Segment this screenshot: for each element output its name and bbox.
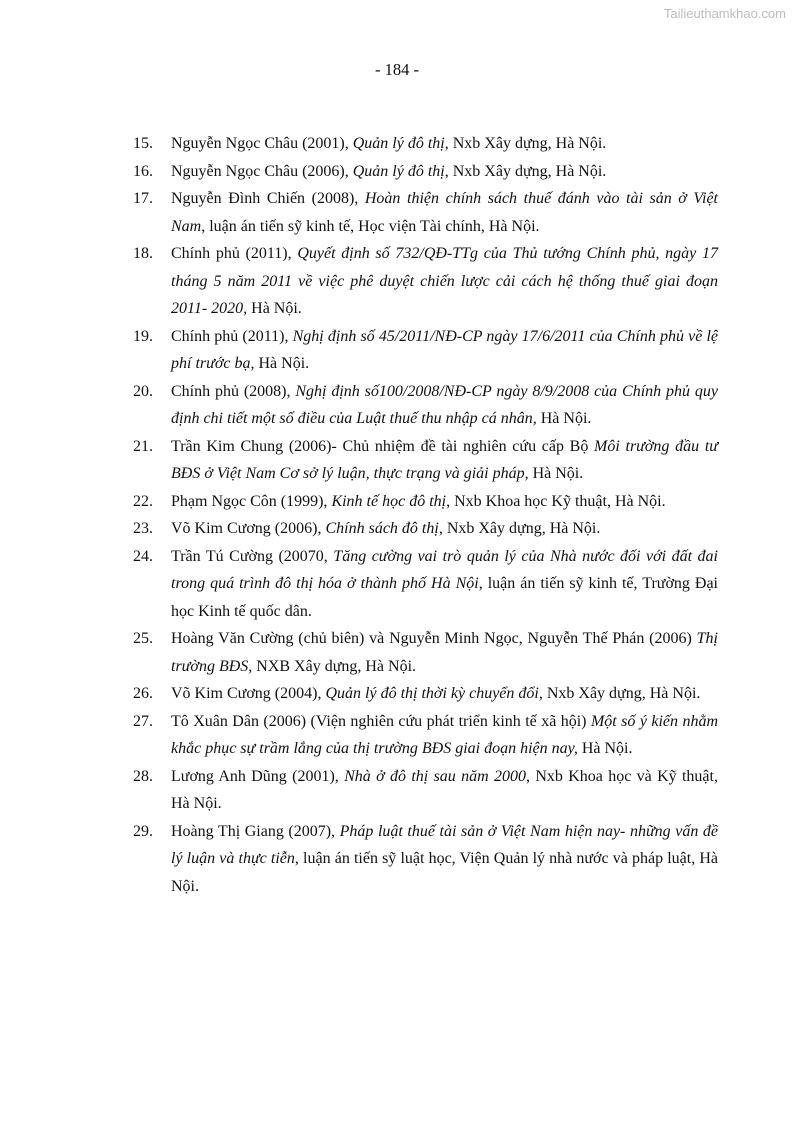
reference-item [133,130,718,158]
reference-item [133,185,718,240]
reference-title: Môi trường đầu tư BĐS ở Việt Nam Cơ sở lý luận, thực trạng và giải pháp, [171,437,718,482]
reference-number: 18. [133,245,153,262]
reference-number: 15. [133,135,153,152]
reference-title: Hoàn thiện chính sách thuế đánh vào tài sản ở Việt Nam [171,190,719,235]
reference-item [133,708,718,763]
reference-text: Hoàng Thị Giang (2007), Pháp luật thuế tài sản ở Việt Nam hiện nay- những vấn đề lý luận và thực tiễn, luận án tiến sỹ luật học, Viện Quản lý nhà nước và pháp luật, Hà Nội. [171,822,719,895]
reference-number: 17. [133,190,153,207]
reference-item [133,625,718,680]
reference-text: Phạm Ngọc Côn (1999), Kinh tế học đô thị, Nxb Khoa học Kỹ thuật, Hà Nội. [171,492,666,510]
reference-number: 16. [133,162,153,180]
reference-text: Võ Kim Cương (2006), Chính sách đô thị, Nxb Xây dựng, Hà Nội. [171,520,601,537]
reference-text: Chính phủ (2011), Nghị định số 45/2011/NĐ-CP ngày 17/6/2011 của Chính phủ về lệ phí trước bạ, Hà Nội. [171,327,718,372]
reference-item [133,763,718,818]
reference-item [133,818,718,901]
reference-title: Nhà ở đô thị sau năm 2000 [344,767,527,785]
reference-number: 28. [133,767,153,785]
reference-item [133,240,718,323]
watermark: Tailieuthamkhao.com [663,6,786,21]
reference-title: Nghị định số100/2008/NĐ-CP ngày 8/9/2008 của Chính phủ quy định chi tiết một số điều của Luật thuế thu nhập cá nhân, [171,382,718,427]
reference-number: 23. [133,520,153,537]
reference-item [133,323,718,378]
reference-text: Nguyễn Ngọc Châu (2001), Quản lý đô thị, Nxb Xây dựng, Hà Nội. [171,135,607,152]
reference-item [133,158,718,186]
reference-title: Quyết định số 732/QĐ-TTg của Thủ tướng Chính phủ, ngày 17 tháng 5 năm 2011 về việc phê duyệt chiến lược cải cách hệ thống thuế giai đoạn 2011- 2020, [171,245,719,317]
page-number: - 184 - [375,60,419,79]
reference-number: 21. [133,437,153,455]
reference-title: Chính sách đô thị [325,520,439,537]
reference-title: Pháp luật thuế tài sản ở Việt Nam hiện nay- những vấn đề lý luận và thực tiễn [171,822,719,867]
reference-title: Tăng cường vai trò quản lý của Nhà nước đối với đất đai trong quá trình đô thị hóa ở thành phố Hà Nội [171,547,718,592]
reference-number: 26. [133,685,153,702]
reference-text: Hoàng Văn Cường (chủ biên) và Nguyễn Minh Ngọc, Nguyễn Thế Phán (2006) Thị trường BĐS, NXB Xây dựng, Hà Nội. [171,630,718,675]
reference-item [133,543,718,626]
reference-item [133,680,718,708]
reference-text: Chính phủ (2011), Quyết định số 732/QĐ-TTg của Thủ tướng Chính phủ, ngày 17 tháng 5 năm 2011 về việc phê duyệt chiến lược cải cách hệ thống thuế giai đoạn 2011- 2020, Hà Nội. [171,245,719,317]
reference-text: Lương Anh Dũng (2001), Nhà ở đô thị sau năm 2000, Nxb Khoa học và Kỹ thuật, Hà Nội. [171,767,718,812]
reference-text: Tô Xuân Dân (2006) (Viện nghiên cứu phát triển kinh tế xã hội) Một số ý kiến nhằm khắc phục sự trầm lắng của thị trường BĐS giai đoạn hiện nay, Hà Nội. [171,712,719,757]
reference-number: 25. [133,630,153,647]
reference-title: Thị trường BĐS [171,630,718,675]
reference-list [133,130,718,900]
reference-text: Võ Kim Cương (2004), Quản lý đô thị thời kỳ chuyển đổi, Nxb Xây dựng, Hà Nội. [171,685,701,702]
reference-number: 19. [133,327,153,345]
reference-number: 29. [133,822,153,840]
reference-text: Nguyễn Đình Chiến (2008), Hoàn thiện chính sách thuế đánh vào tài sản ở Việt Nam, luận án tiến sỹ kinh tế, Học viện Tài chính, Hà Nội. [171,190,719,235]
reference-title: Nghị định số 45/2011/NĐ-CP ngày 17/6/2011 của Chính phủ về lệ phí trước bạ, [171,327,718,372]
reference-number: 20. [133,382,153,400]
reference-number: 27. [133,712,153,730]
reference-text: Nguyễn Ngọc Châu (2006), Quản lý đô thị, Nxb Xây dựng, Hà Nội. [171,162,607,180]
reference-number: 24. [133,547,153,565]
reference-title: Một số ý kiến nhằm khắc phục sự trầm lắng của thị trường BĐS giai đoạn hiện nay, [171,712,719,757]
reference-title: Kinh tế học đô thị [331,492,447,510]
reference-text: Trần Kim Chung (2006)- Chủ nhiệm đề tài nghiên cứu cấp Bộ Môi trường đầu tư BĐS ở Việt Nam Cơ sở lý luận, thực trạng và giải pháp, Hà Nội. [171,437,718,482]
reference-item [133,488,718,516]
reference-title: Quản lý đô thị [352,162,445,180]
reference-item [133,515,718,543]
reference-text: Trần Tú Cường (20070, Tăng cường vai trò quản lý của Nhà nước đối với đất đai trong quá trình đô thị hóa ở thành phố Hà Nội, luận án tiến sỹ kinh tế, Trường Đại học Kinh tế quốc dân. [171,547,719,620]
reference-title: Quản lý đô thị [352,135,445,152]
reference-title: Quản lý đô thị thời kỳ chuyển đổi [325,685,539,702]
reference-number: 22. [133,492,153,510]
reference-item [133,378,718,433]
reference-item [133,433,718,488]
reference-text: Chính phủ (2008), Nghị định số100/2008/NĐ-CP ngày 8/9/2008 của Chính phủ quy định chi tiết một số điều của Luật thuế thu nhập cá nhân, Hà Nội. [171,382,718,427]
